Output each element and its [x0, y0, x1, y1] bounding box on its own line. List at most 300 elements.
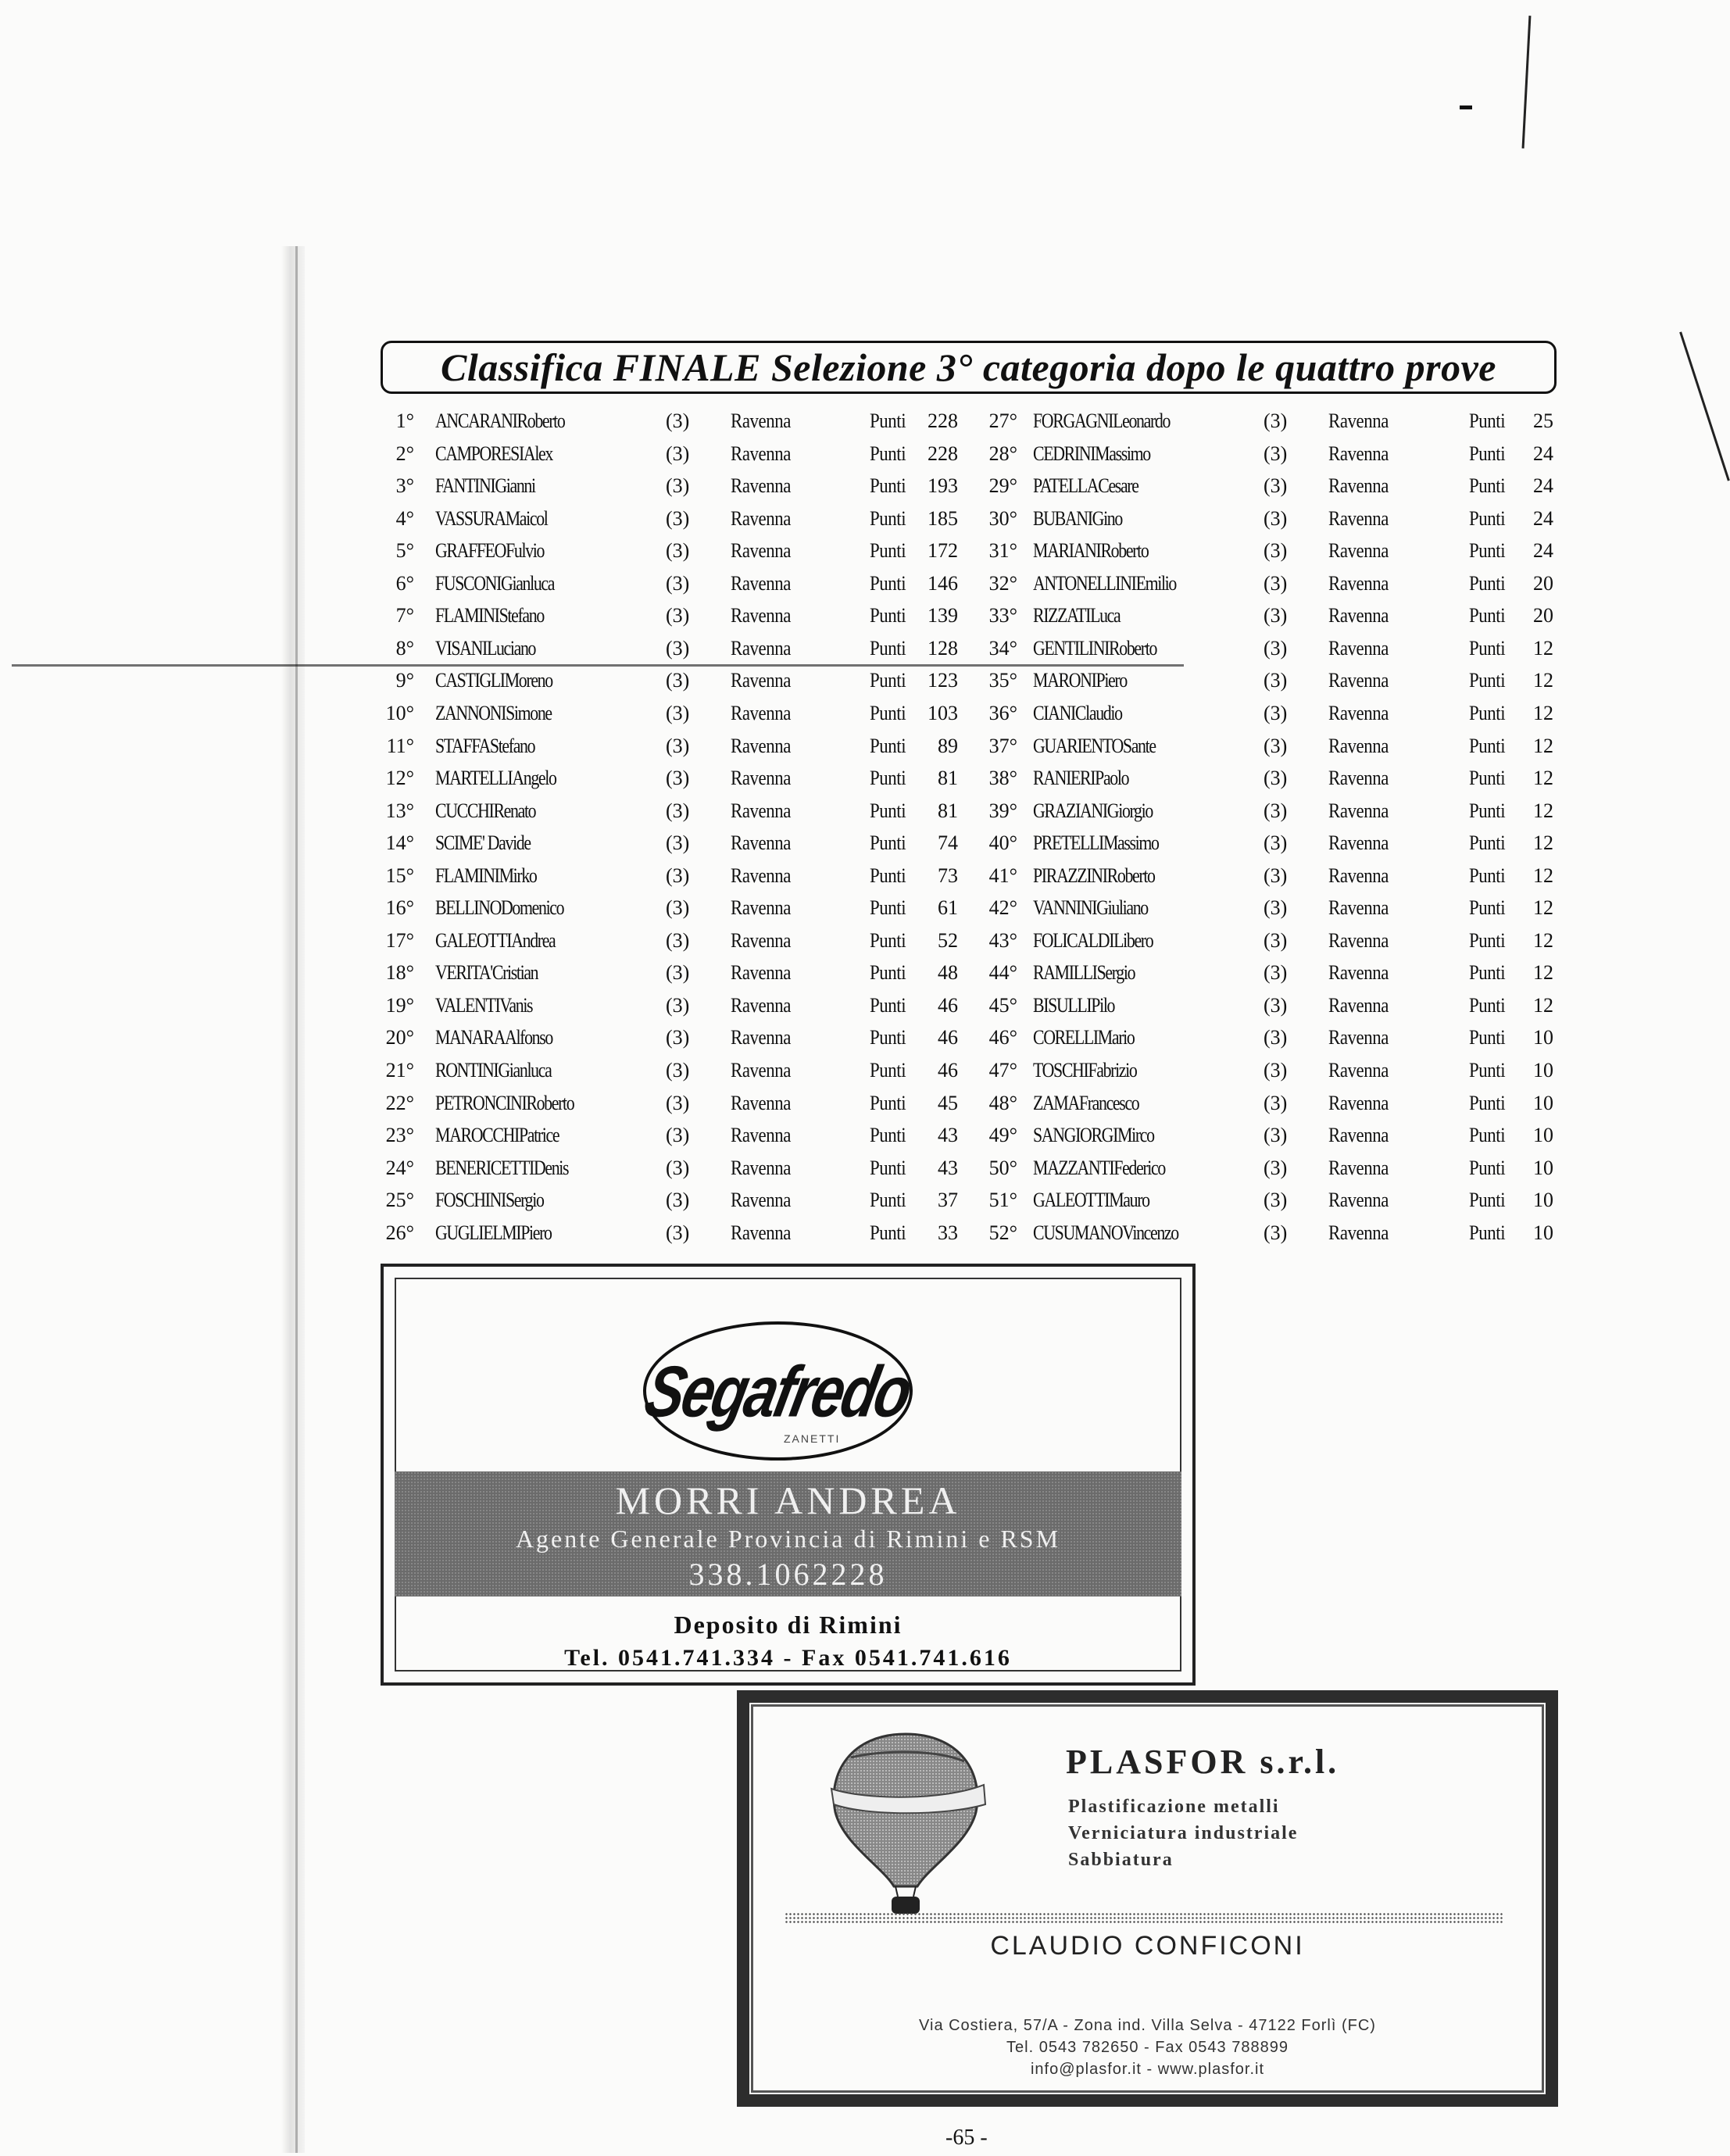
points-label: Punti	[870, 831, 906, 855]
points-label: Punti	[1469, 474, 1506, 498]
rank-cell: 49°	[988, 1124, 1017, 1147]
points-value: 89	[938, 734, 958, 757]
athlete-name: PATELLACesare	[1033, 474, 1138, 498]
athlete-name: PIRAZZINIRoberto	[1033, 863, 1155, 887]
standings-row	[0, 1182, 1730, 1214]
points-value: 81	[938, 767, 958, 790]
rank-cell: 51°	[988, 1189, 1017, 1212]
points-label: Punti	[1469, 409, 1506, 432]
points-value: 74	[938, 831, 958, 855]
points-label: Punti	[1469, 1026, 1506, 1049]
points-value: 12	[1533, 636, 1553, 660]
points-label: Punti	[1469, 896, 1506, 920]
rank-cell: 47°	[988, 1059, 1017, 1082]
points-value: 10	[1533, 1059, 1553, 1082]
plasfor-service: Verniciatura industriale	[1068, 1823, 1299, 1843]
points-value: 128	[928, 636, 958, 660]
points-label: Punti	[1469, 961, 1506, 985]
category-cell: (3)	[666, 896, 690, 920]
city-cell: Ravenna	[1328, 701, 1389, 724]
athlete-name: FANTINIGianni	[435, 474, 535, 498]
rank-cell: 50°	[988, 1156, 1017, 1179]
category-cell: (3)	[666, 1156, 690, 1179]
rank-cell: 30°	[988, 506, 1017, 530]
points-label: Punti	[1469, 928, 1506, 952]
points-value: 123	[928, 669, 958, 692]
city-cell: Ravenna	[1328, 571, 1389, 595]
rank-cell: 46°	[988, 1026, 1017, 1049]
points-label: Punti	[870, 701, 906, 724]
rank-cell: 17°	[385, 928, 414, 952]
points-label: Punti	[870, 506, 906, 530]
athlete-name: FOSCHINISergio	[435, 1189, 544, 1212]
category-cell: (3)	[1264, 767, 1288, 790]
city-cell: Ravenna	[731, 669, 791, 692]
logo-subtitle: ZANETTI	[784, 1432, 841, 1445]
points-label: Punti	[870, 799, 906, 822]
rank-cell: 48°	[988, 1091, 1017, 1114]
athlete-name: BUBANIGino	[1033, 506, 1122, 530]
category-cell: (3)	[1264, 993, 1288, 1017]
athlete-name: FOLICALDILibero	[1033, 928, 1153, 952]
points-value: 12	[1533, 734, 1553, 757]
standings-row	[0, 793, 1730, 825]
city-cell: Ravenna	[731, 1189, 791, 1212]
hot-air-balloon-icon	[820, 1726, 992, 1929]
rank-cell: 6°	[395, 571, 414, 595]
points-label: Punti	[1469, 799, 1506, 822]
plasfor-service: Sabbiatura	[1068, 1850, 1174, 1870]
rank-cell: 5°	[395, 539, 414, 563]
city-cell: Ravenna	[1328, 1026, 1389, 1049]
points-value: 25	[1533, 409, 1553, 432]
category-cell: (3)	[666, 636, 690, 660]
athlete-name: RIZZATILuca	[1033, 604, 1121, 627]
points-value: 20	[1533, 604, 1553, 627]
athlete-name: PRETELLIMassimo	[1033, 831, 1159, 855]
category-cell: (3)	[666, 1189, 690, 1212]
dotted-divider	[785, 1912, 1503, 1923]
city-cell: Ravenna	[1328, 896, 1389, 920]
standings-row	[0, 1085, 1730, 1117]
standings-row	[0, 533, 1730, 565]
logo-wordmark: Segafredo	[638, 1350, 917, 1432]
city-cell: Ravenna	[1328, 1189, 1389, 1212]
category-cell: (3)	[1264, 1026, 1288, 1049]
athlete-name: TOSCHIFabrizio	[1033, 1059, 1137, 1082]
athlete-name: RANIERIPaolo	[1033, 767, 1129, 790]
category-cell: (3)	[666, 1124, 690, 1147]
rank-cell: 24°	[385, 1156, 414, 1179]
points-value: 10	[1533, 1156, 1553, 1179]
standings-row	[0, 1150, 1730, 1182]
category-cell: (3)	[1264, 1091, 1288, 1114]
category-cell: (3)	[666, 1026, 690, 1049]
category-cell: (3)	[666, 571, 690, 595]
rank-cell: 26°	[385, 1221, 414, 1244]
points-label: Punti	[1469, 669, 1506, 692]
category-cell: (3)	[1264, 474, 1288, 498]
rank-cell: 41°	[988, 863, 1017, 887]
points-value: 228	[928, 442, 958, 465]
athlete-name: MARIANIRoberto	[1033, 539, 1149, 563]
category-cell: (3)	[666, 831, 690, 855]
city-cell: Ravenna	[731, 701, 791, 724]
points-value: 24	[1533, 539, 1553, 563]
city-cell: Ravenna	[1328, 993, 1389, 1017]
rank-cell: 13°	[385, 799, 414, 822]
category-cell: (3)	[1264, 636, 1288, 660]
city-cell: Ravenna	[731, 1221, 791, 1244]
standings-row	[0, 1020, 1730, 1052]
city-cell: Ravenna	[1328, 442, 1389, 465]
points-label: Punti	[1469, 506, 1506, 530]
rank-cell: 43°	[988, 928, 1017, 952]
athlete-name: RAMILLISergio	[1033, 961, 1135, 985]
points-label: Punti	[870, 863, 906, 887]
category-cell: (3)	[1264, 896, 1288, 920]
city-cell: Ravenna	[731, 863, 791, 887]
deposit-tel-fax: Tel. 0541.741.334 - Fax 0541.741.616	[564, 1645, 1012, 1671]
plasfor-company-name: PLASFOR s.r.l.	[1066, 1743, 1340, 1781]
rank-cell: 10°	[385, 701, 414, 724]
city-cell: Ravenna	[731, 734, 791, 757]
points-label: Punti	[1469, 863, 1506, 887]
athlete-name: CORELLIMario	[1033, 1026, 1135, 1049]
points-value: 45	[938, 1091, 958, 1114]
athlete-name: STAFFAStefano	[435, 734, 535, 757]
city-cell: Ravenna	[731, 604, 791, 627]
city-cell: Ravenna	[731, 799, 791, 822]
rank-cell: 2°	[395, 442, 414, 465]
standings-row	[0, 923, 1730, 955]
category-cell: (3)	[666, 701, 690, 724]
category-cell: (3)	[666, 539, 690, 563]
rank-cell: 35°	[988, 669, 1017, 692]
rank-cell: 21°	[385, 1059, 414, 1082]
athlete-name: CUSUMANOVincenzo	[1033, 1221, 1178, 1244]
points-value: 52	[938, 928, 958, 952]
city-cell: Ravenna	[1328, 474, 1389, 498]
points-value: 10	[1533, 1124, 1553, 1147]
points-label: Punti	[1469, 1091, 1506, 1114]
rank-cell: 40°	[988, 831, 1017, 855]
standings-row	[0, 468, 1730, 500]
city-cell: Ravenna	[1328, 636, 1389, 660]
standings-row	[0, 1117, 1730, 1150]
athlete-name: CASTIGLIMoreno	[435, 669, 552, 692]
category-cell: (3)	[666, 993, 690, 1017]
city-cell: Ravenna	[1328, 669, 1389, 692]
points-label: Punti	[1469, 442, 1506, 465]
city-cell: Ravenna	[1328, 539, 1389, 563]
plasfor-service: Plastificazione metalli	[1068, 1797, 1280, 1817]
points-label: Punti	[870, 636, 906, 660]
rank-cell: 23°	[385, 1124, 414, 1147]
city-cell: Ravenna	[731, 1059, 791, 1082]
segafredo-logo	[638, 1321, 917, 1461]
category-cell: (3)	[1264, 1059, 1288, 1082]
points-value: 24	[1533, 442, 1553, 465]
standings-row	[0, 598, 1730, 630]
points-value: 12	[1533, 863, 1553, 887]
city-cell: Ravenna	[731, 1091, 791, 1114]
athlete-name: GENTILINIRoberto	[1033, 636, 1157, 660]
points-value: 12	[1533, 799, 1553, 822]
category-cell: (3)	[666, 734, 690, 757]
category-cell: (3)	[666, 1091, 690, 1114]
athlete-name: MAROCCHIPatrice	[435, 1124, 559, 1147]
points-label: Punti	[1469, 1221, 1506, 1244]
rank-cell: 19°	[385, 993, 414, 1017]
athlete-name: VISANILuciano	[435, 636, 536, 660]
athlete-name: CIANIClaudio	[1033, 701, 1122, 724]
points-label: Punti	[1469, 1156, 1506, 1179]
points-value: 43	[938, 1124, 958, 1147]
standings-row	[0, 890, 1730, 922]
points-label: Punti	[1469, 831, 1506, 855]
points-label: Punti	[870, 442, 906, 465]
rank-cell: 11°	[386, 734, 414, 757]
category-cell: (3)	[666, 863, 690, 887]
rank-cell: 9°	[395, 669, 414, 692]
athlete-name: VANNINIGiuliano	[1033, 896, 1148, 920]
city-cell: Ravenna	[731, 571, 791, 595]
rank-cell: 38°	[988, 767, 1017, 790]
rank-cell: 16°	[385, 896, 414, 920]
city-cell: Ravenna	[1328, 831, 1389, 855]
city-cell: Ravenna	[1328, 1124, 1389, 1147]
standings-row	[0, 728, 1730, 760]
points-value: 12	[1533, 896, 1553, 920]
rank-cell: 37°	[988, 734, 1017, 757]
athlete-name: SCIME' Davide	[435, 831, 531, 855]
points-label: Punti	[870, 928, 906, 952]
category-cell: (3)	[1264, 1189, 1288, 1212]
category-cell: (3)	[666, 1221, 690, 1244]
city-cell: Ravenna	[731, 1156, 791, 1179]
athlete-name: ZAMAFrancesco	[1033, 1091, 1139, 1114]
category-cell: (3)	[1264, 442, 1288, 465]
athlete-name: VERITA'Cristian	[435, 961, 538, 985]
athlete-name: MANARAAlfonso	[435, 1026, 552, 1049]
points-label: Punti	[1469, 1124, 1506, 1147]
rank-cell: 45°	[988, 993, 1017, 1017]
rank-cell: 4°	[395, 506, 414, 530]
points-label: Punti	[1469, 1059, 1506, 1082]
points-label: Punti	[870, 1221, 906, 1244]
points-label: Punti	[870, 993, 906, 1017]
points-value: 46	[938, 993, 958, 1017]
rank-cell: 32°	[988, 571, 1017, 595]
standings-row	[0, 403, 1730, 435]
points-value: 10	[1533, 1026, 1553, 1049]
athlete-name: VASSURAMaicol	[435, 506, 548, 530]
athlete-name: CAMPORESIAlex	[435, 442, 552, 465]
category-cell: (3)	[1264, 604, 1288, 627]
points-value: 193	[928, 474, 958, 498]
page-number: -65 -	[945, 2126, 988, 2150]
rank-cell: 52°	[988, 1221, 1017, 1244]
agent-banner	[395, 1471, 1181, 1596]
rank-cell: 7°	[395, 604, 414, 627]
rank-cell: 12°	[385, 767, 414, 790]
page-title: Classifica FINALE Selezione 3° categoria dopo le quattro prove	[381, 341, 1557, 394]
points-label: Punti	[870, 539, 906, 563]
category-cell: (3)	[666, 1059, 690, 1082]
standings-row	[0, 631, 1730, 663]
city-cell: Ravenna	[1328, 799, 1389, 822]
rank-cell: 31°	[988, 539, 1017, 563]
city-cell: Ravenna	[731, 993, 791, 1017]
athlete-name: PETRONCINIRoberto	[435, 1091, 574, 1114]
city-cell: Ravenna	[731, 1124, 791, 1147]
points-label: Punti	[1469, 701, 1506, 724]
rank-cell: 29°	[988, 474, 1017, 498]
points-value: 10	[1533, 1091, 1553, 1114]
plasfor-tel-fax: Tel. 0543 782650 - Fax 0543 788899	[1006, 2039, 1289, 2056]
points-value: 12	[1533, 831, 1553, 855]
athlete-name: BENERICETTIDenis	[435, 1156, 569, 1179]
rank-cell: 34°	[988, 636, 1017, 660]
points-label: Punti	[1469, 1189, 1506, 1212]
standings-row	[0, 566, 1730, 598]
plasfor-advert	[737, 1690, 1558, 2107]
athlete-name: SANGIORGIMirco	[1033, 1124, 1154, 1147]
points-label: Punti	[870, 961, 906, 985]
category-cell: (3)	[666, 409, 690, 432]
category-cell: (3)	[666, 669, 690, 692]
points-value: 10	[1533, 1221, 1553, 1244]
rank-cell: 20°	[385, 1026, 414, 1049]
points-label: Punti	[870, 1026, 906, 1049]
segafredo-advert	[381, 1264, 1196, 1686]
points-label: Punti	[870, 896, 906, 920]
rank-cell: 14°	[385, 831, 414, 855]
points-value: 12	[1533, 767, 1553, 790]
points-value: 228	[928, 409, 958, 432]
category-cell: (3)	[666, 604, 690, 627]
city-cell: Ravenna	[731, 896, 791, 920]
city-cell: Ravenna	[1328, 734, 1389, 757]
city-cell: Ravenna	[1328, 928, 1389, 952]
agent-role: Agente Generale Provincia di Rimini e RSM	[515, 1525, 1061, 1553]
city-cell: Ravenna	[1328, 863, 1389, 887]
points-value: 46	[938, 1059, 958, 1082]
points-value: 33	[938, 1221, 958, 1244]
city-cell: Ravenna	[731, 409, 791, 432]
points-label: Punti	[870, 1091, 906, 1114]
plasfor-address: Via Costiera, 57/A - Zona ind. Villa Selva - 47122 Forlì (FC)	[919, 2017, 1376, 2034]
city-cell: Ravenna	[1328, 767, 1389, 790]
athlete-name: GALEOTTIMauro	[1033, 1189, 1149, 1212]
rank-cell: 44°	[988, 961, 1017, 985]
standings-row	[0, 695, 1730, 728]
points-value: 12	[1533, 701, 1553, 724]
points-value: 103	[928, 701, 958, 724]
athlete-name: BELLINODomenico	[435, 896, 564, 920]
rank-cell: 39°	[988, 799, 1017, 822]
athlete-name: BISULLIPilo	[1033, 993, 1115, 1017]
city-cell: Ravenna	[731, 767, 791, 790]
points-value: 24	[1533, 474, 1553, 498]
points-value: 146	[928, 571, 958, 595]
rank-cell: 27°	[988, 409, 1017, 432]
rank-cell: 36°	[988, 701, 1017, 724]
category-cell: (3)	[666, 506, 690, 530]
rank-cell: 25°	[385, 1189, 414, 1212]
athlete-name: GRAZIANIGiorgio	[1033, 799, 1153, 822]
points-value: 12	[1533, 993, 1553, 1017]
athlete-name: VALENTIVanis	[435, 993, 533, 1017]
category-cell: (3)	[1264, 1221, 1288, 1244]
category-cell: (3)	[1264, 506, 1288, 530]
points-label: Punti	[870, 1059, 906, 1082]
category-cell: (3)	[666, 799, 690, 822]
city-cell: Ravenna	[731, 961, 791, 985]
category-cell: (3)	[1264, 669, 1288, 692]
rank-cell: 22°	[385, 1091, 414, 1114]
category-cell: (3)	[1264, 961, 1288, 985]
category-cell: (3)	[666, 961, 690, 985]
athlete-name: CEDRINIMassimo	[1033, 442, 1150, 465]
points-label: Punti	[1469, 604, 1506, 627]
category-cell: (3)	[666, 928, 690, 952]
athlete-name: RONTINIGianluca	[435, 1059, 552, 1082]
points-label: Punti	[870, 474, 906, 498]
points-value: 61	[938, 896, 958, 920]
rank-cell: 18°	[385, 961, 414, 985]
athlete-name: FORGAGNILeonardo	[1033, 409, 1171, 432]
rank-cell: 42°	[988, 896, 1017, 920]
points-value: 20	[1533, 571, 1553, 595]
standings-row	[0, 1053, 1730, 1085]
points-value: 12	[1533, 928, 1553, 952]
agent-name: MORRI ANDREA	[615, 1478, 961, 1522]
points-label: Punti	[1469, 539, 1506, 563]
athlete-name: ZANNONISimone	[435, 701, 552, 724]
points-label: Punti	[1469, 993, 1506, 1017]
city-cell: Ravenna	[1328, 604, 1389, 627]
points-value: 81	[938, 799, 958, 822]
athlete-name: MAZZANTIFederico	[1033, 1156, 1165, 1179]
city-cell: Ravenna	[1328, 961, 1389, 985]
standings-row	[0, 825, 1730, 857]
category-cell: (3)	[1264, 571, 1288, 595]
points-value: 43	[938, 1156, 958, 1179]
city-cell: Ravenna	[731, 442, 791, 465]
city-cell: Ravenna	[1328, 1156, 1389, 1179]
city-cell: Ravenna	[731, 831, 791, 855]
category-cell: (3)	[1264, 1156, 1288, 1179]
standings-row	[0, 955, 1730, 987]
category-cell: (3)	[1264, 1124, 1288, 1147]
points-value: 24	[1533, 506, 1553, 530]
points-value: 139	[928, 604, 958, 627]
category-cell: (3)	[666, 767, 690, 790]
points-label: Punti	[870, 1189, 906, 1212]
points-label: Punti	[1469, 767, 1506, 790]
standings-row	[0, 501, 1730, 533]
city-cell: Ravenna	[1328, 409, 1389, 432]
rank-cell: 1°	[395, 409, 414, 432]
standings-row	[0, 858, 1730, 890]
athlete-name: ANCARANIRoberto	[435, 409, 565, 432]
points-value: 185	[928, 506, 958, 530]
athlete-name: FLAMINIMirko	[435, 863, 537, 887]
category-cell: (3)	[1264, 928, 1288, 952]
category-cell: (3)	[1264, 409, 1288, 432]
